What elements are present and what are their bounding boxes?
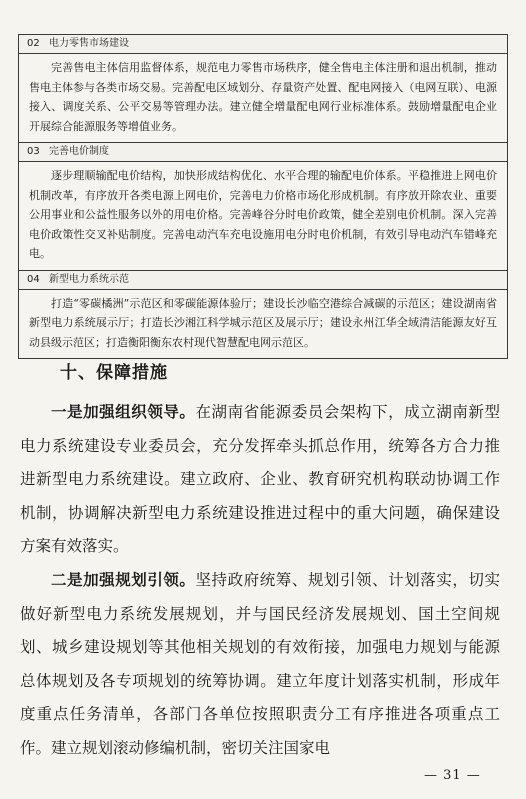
section-title: 完善电价制度 bbox=[49, 146, 109, 157]
section-body-03: 逐步理顺输配电价结构，加快形成结构优化、水平合理的输配电价体系。平稳推进上网电价机制改革，有序放开各类电源上网电价，完善电力价格市场化形成机制。有序放开除农业、重要公用事业和公益性服务以外的用电价格。完善峰谷分时电价政策，健全差别电价机制。深入完善电价政策性交叉补贴制度。完善电动汽车充电设施用电分时电价机制，有效引导电动汽车错峰充电。 bbox=[19, 162, 507, 271]
section-body-02: 完善售电主体信用监督体系，规范电力零售市场秩序，健全售电主体注册和退出机制，推动售电主体参与各类市场交易。完善配电区域划分、存量资产处置、配电网接入（电网互联）、电源接入、调度关系、公平交易等管理办法。建立健全增量配电网行业标准体系。鼓励增量配电企业开展综合能源服务等增值业务。 bbox=[19, 54, 507, 143]
section-heading: 十、保障措施 bbox=[60, 363, 168, 383]
paragraph-lead: 一是加强组织领导。 bbox=[51, 403, 196, 421]
paragraph-organization bbox=[20, 396, 500, 564]
paragraph-text: 坚持政府统筹、规划引领、计划落实，切实做好新型电力系统发展规划，并与国民经济发展规划、国土空间规划、城乡建设规划等其他相关规划的有效衔接，加强电力规划与能源总体规划及各专项规划的统筹协调。建立年度计划落实机制，形成年度重点任务清单，各部门各单位按照职责分工有序推进各项重点工作。建立规划滚动修编机制，密切关注国家电 bbox=[20, 571, 500, 757]
paragraph-lead: 二是加强规划引领。 bbox=[51, 571, 196, 589]
section-number: 04 bbox=[27, 273, 40, 285]
section-header-04 bbox=[19, 271, 507, 290]
section-title: 电力零售市场建设 bbox=[49, 38, 129, 49]
measures-table bbox=[18, 34, 508, 359]
section-number: 03 bbox=[27, 146, 40, 157]
section-header-03 bbox=[19, 143, 507, 162]
paragraph-text: 在湖南省能源委员会架构下，成立湖南新型电力系统建设专业委员会，充分发挥牵头抓总作用，统筹各方合力推进新型电力系统建设。建立政府、企业、教育研究机构联动协调工作机制，协调解决新型电力系统建设推进过程中的重大问题，确保建设方案有效落实。 bbox=[20, 403, 500, 555]
paragraph-planning bbox=[20, 564, 500, 765]
page-number: — 31 — bbox=[424, 768, 481, 783]
section-title: 新型电力系统示范 bbox=[49, 273, 129, 285]
section-body-04: 打造“零碳橘洲”示范区和零碳能源体验厅；建设长沙临空港综合减碳的示范区；建设湖南省新型电力系统展示厅；打造长沙湘江科学城示范区及展示厅；建设永州江华全域清洁能源友好互动县级示范区；打造衡阳衡东农村现代智慧配电网示范区。 bbox=[29, 296, 497, 349]
section-header-02 bbox=[19, 35, 507, 54]
section-number: 02 bbox=[27, 38, 40, 49]
